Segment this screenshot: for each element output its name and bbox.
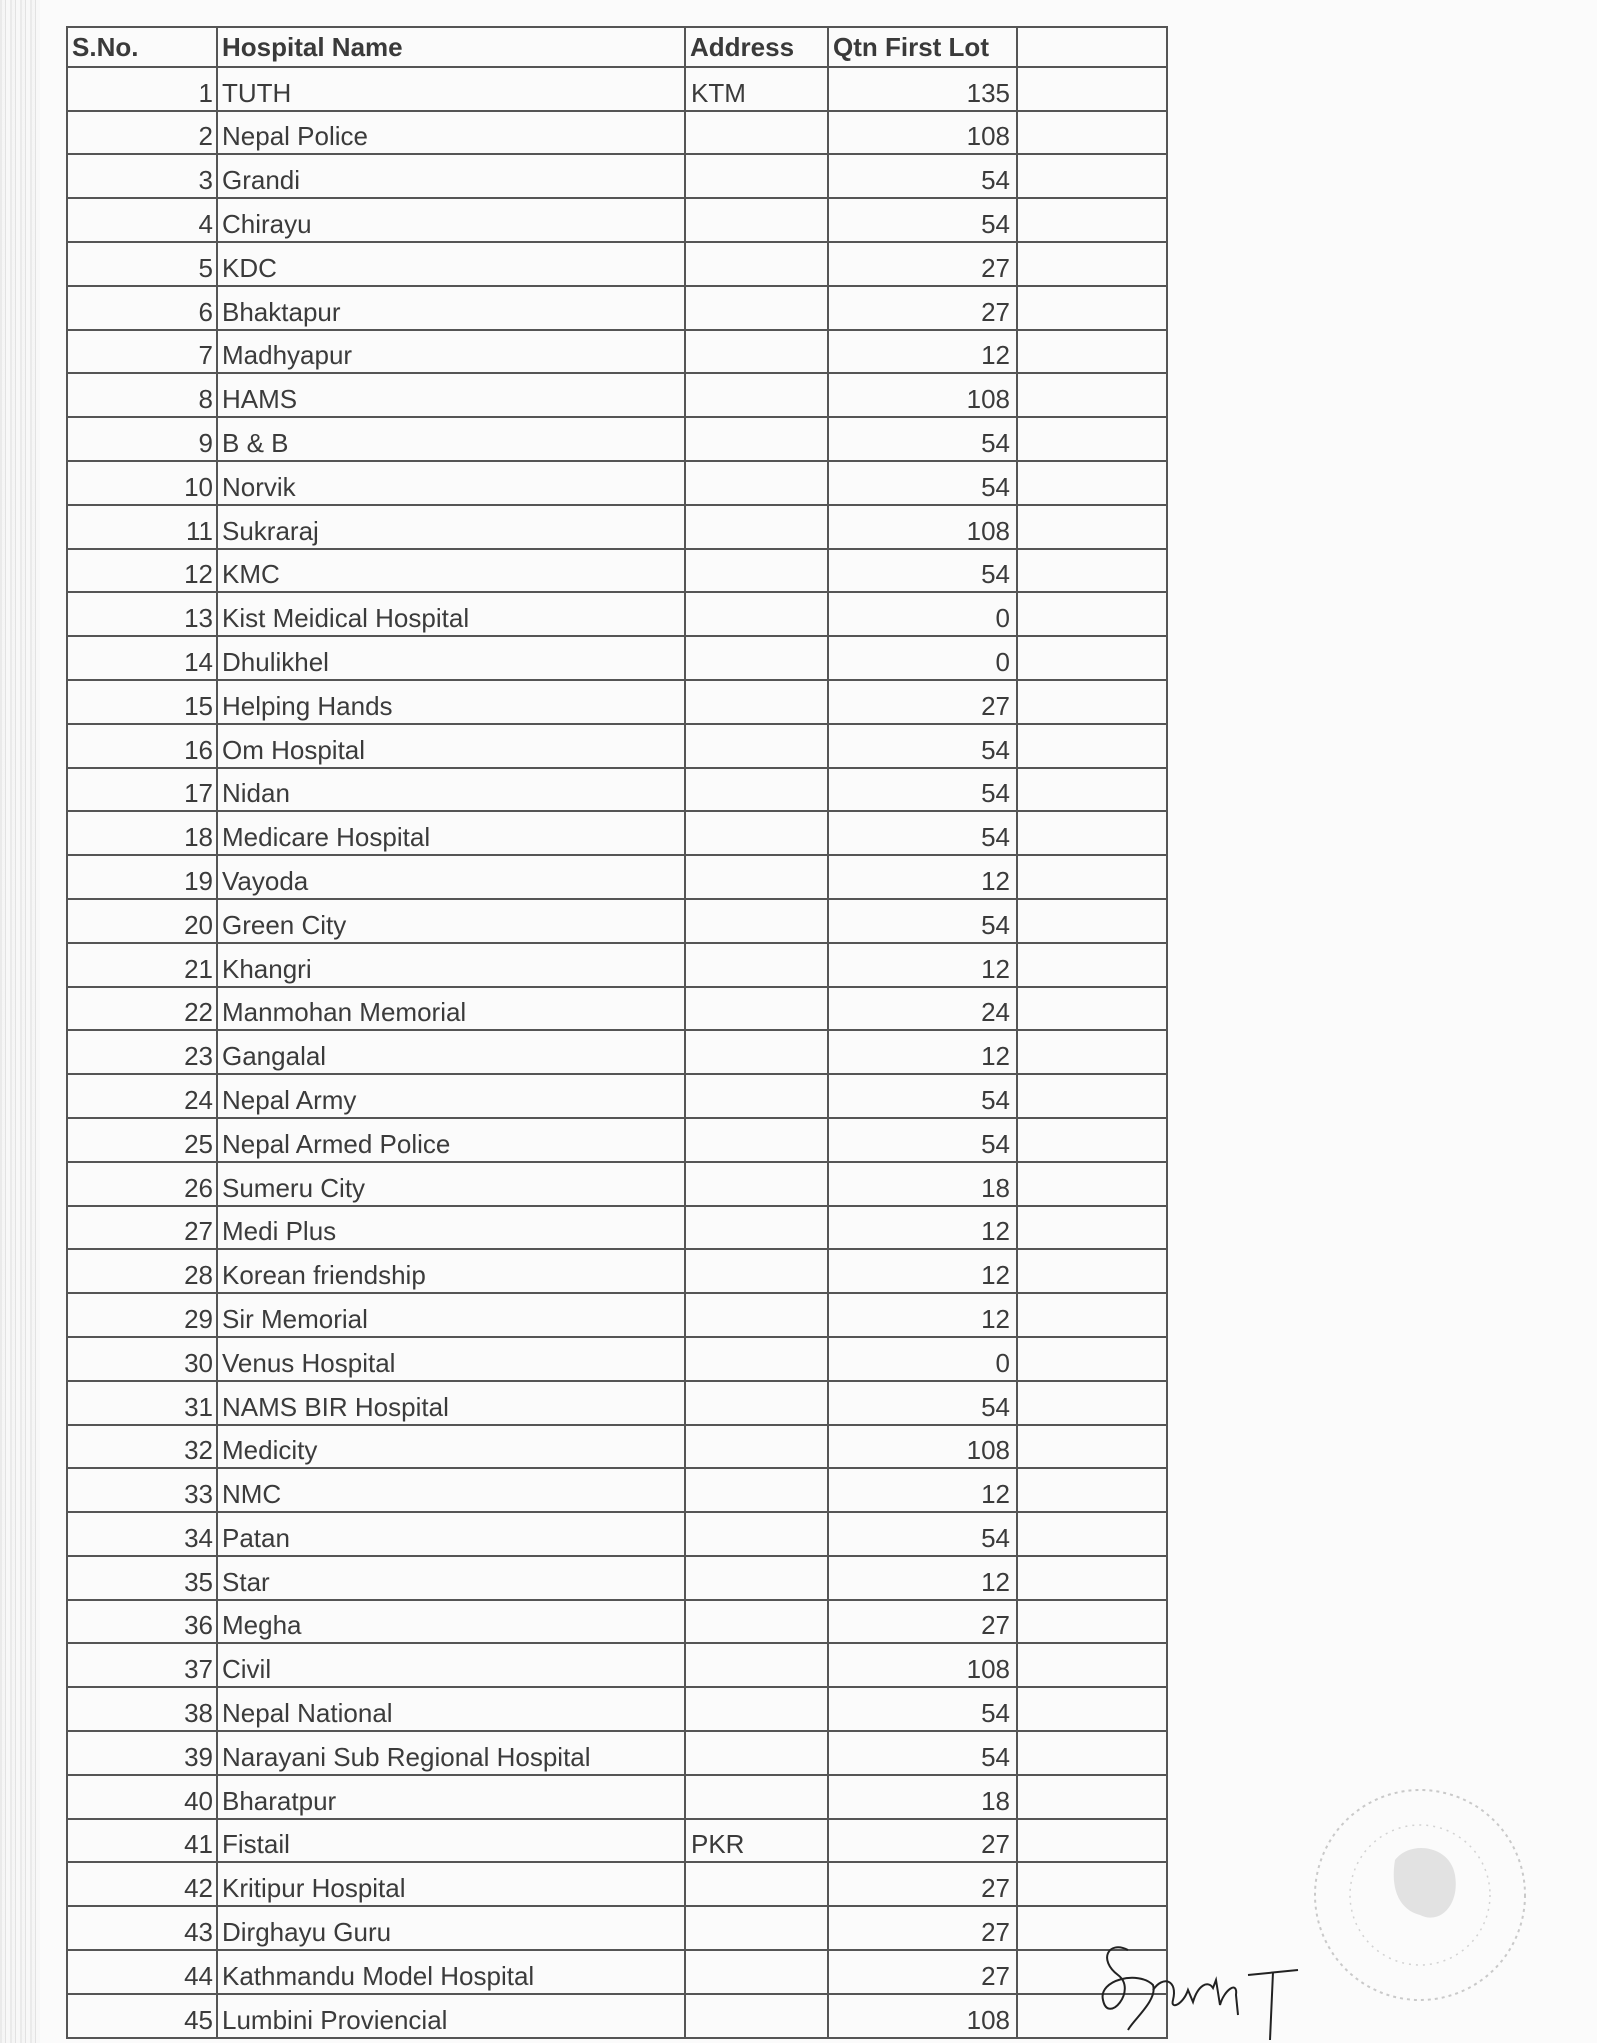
cell-blank [1017, 592, 1167, 636]
cell-qtn-first-lot: 18 [828, 1775, 1017, 1819]
cell-sno: 45 [67, 1994, 217, 2038]
cell-qtn-first-lot: 12 [828, 855, 1017, 899]
table-row [67, 1775, 1167, 1819]
table-row [67, 1381, 1167, 1425]
cell-sno: 43 [67, 1906, 217, 1950]
cell-qtn-first-lot: 27 [828, 1862, 1017, 1906]
table-row [67, 987, 1167, 1031]
cell-qtn-first-lot: 27 [828, 242, 1017, 286]
table-row [67, 417, 1167, 461]
cell-hospital-name: Bhaktapur [217, 286, 685, 330]
cell-address [685, 1162, 828, 1206]
cell-blank [1017, 987, 1167, 1031]
cell-address [685, 1994, 828, 2038]
cell-sno: 36 [67, 1600, 217, 1644]
allocation-table [66, 26, 1168, 2039]
cell-qtn-first-lot: 12 [828, 1030, 1017, 1074]
cell-blank [1017, 680, 1167, 724]
cell-qtn-first-lot: 54 [828, 1731, 1017, 1775]
cell-address [685, 1731, 828, 1775]
cell-address [685, 943, 828, 987]
cell-blank [1017, 461, 1167, 505]
cell-address [685, 198, 828, 242]
cell-hospital-name: Patan [217, 1512, 685, 1556]
cell-hospital-name: Sukraraj [217, 505, 685, 549]
scan-edge-noise [0, 0, 40, 2043]
table-row [67, 1425, 1167, 1469]
cell-hospital-name: Khangri [217, 943, 685, 987]
cell-hospital-name: Sumeru City [217, 1162, 685, 1206]
cell-hospital-name: Dhulikhel [217, 636, 685, 680]
cell-sno: 2 [67, 111, 217, 155]
table-row [67, 1118, 1167, 1162]
cell-blank [1017, 1731, 1167, 1775]
cell-address [685, 1906, 828, 1950]
cell-address [685, 724, 828, 768]
cell-qtn-first-lot: 27 [828, 680, 1017, 724]
table-row [67, 1030, 1167, 1074]
cell-sno: 14 [67, 636, 217, 680]
cell-sno: 12 [67, 549, 217, 593]
cell-blank [1017, 1862, 1167, 1906]
cell-hospital-name: Manmohan Memorial [217, 987, 685, 1031]
table-row [67, 549, 1167, 593]
table-row [67, 111, 1167, 155]
cell-address [685, 1381, 828, 1425]
cell-qtn-first-lot: 12 [828, 943, 1017, 987]
table-row [67, 1162, 1167, 1206]
cell-sno: 44 [67, 1950, 217, 1994]
cell-qtn-first-lot: 54 [828, 1687, 1017, 1731]
table-row [67, 680, 1167, 724]
cell-qtn-first-lot: 54 [828, 899, 1017, 943]
cell-hospital-name: Green City [217, 899, 685, 943]
cell-qtn-first-lot: 27 [828, 1819, 1017, 1863]
cell-blank [1017, 1643, 1167, 1687]
cell-address [685, 330, 828, 374]
cell-qtn-first-lot: 54 [828, 768, 1017, 812]
cell-sno: 25 [67, 1118, 217, 1162]
table-row [67, 1731, 1167, 1775]
table-row [67, 1906, 1167, 1950]
cell-sno: 13 [67, 592, 217, 636]
cell-qtn-first-lot: 54 [828, 1118, 1017, 1162]
cell-hospital-name: Korean friendship [217, 1249, 685, 1293]
cell-qtn-first-lot: 12 [828, 1468, 1017, 1512]
table-row [67, 943, 1167, 987]
cell-hospital-name: Chirayu [217, 198, 685, 242]
cell-sno: 24 [67, 1074, 217, 1118]
table-row [67, 855, 1167, 899]
cell-hospital-name: Grandi [217, 154, 685, 198]
cell-sno: 35 [67, 1556, 217, 1600]
cell-hospital-name: Dirghayu Guru [217, 1906, 685, 1950]
cell-hospital-name: Kist Meidical Hospital [217, 592, 685, 636]
cell-qtn-first-lot: 54 [828, 1512, 1017, 1556]
cell-blank [1017, 724, 1167, 768]
table-row [67, 154, 1167, 198]
cell-address [685, 680, 828, 724]
cell-blank [1017, 330, 1167, 374]
table-row [67, 1249, 1167, 1293]
table-row [67, 1687, 1167, 1731]
cell-blank [1017, 154, 1167, 198]
cell-address [685, 286, 828, 330]
cell-hospital-name: Nepal Army [217, 1074, 685, 1118]
cell-hospital-name: Civil [217, 1643, 685, 1687]
cell-qtn-first-lot: 54 [828, 198, 1017, 242]
cell-qtn-first-lot: 27 [828, 1950, 1017, 1994]
cell-blank [1017, 1118, 1167, 1162]
cell-blank [1017, 1687, 1167, 1731]
cell-sno: 17 [67, 768, 217, 812]
cell-blank [1017, 1512, 1167, 1556]
cell-sno: 4 [67, 198, 217, 242]
cell-qtn-first-lot: 54 [828, 1381, 1017, 1425]
table-row [67, 1643, 1167, 1687]
cell-hospital-name: B & B [217, 417, 685, 461]
table-row [67, 724, 1167, 768]
cell-blank [1017, 1556, 1167, 1600]
cell-hospital-name: Venus Hospital [217, 1337, 685, 1381]
cell-hospital-name: TUTH [217, 67, 685, 111]
cell-qtn-first-lot: 0 [828, 636, 1017, 680]
cell-qtn-first-lot: 54 [828, 417, 1017, 461]
cell-sno: 20 [67, 899, 217, 943]
cell-blank [1017, 1775, 1167, 1819]
cell-sno: 40 [67, 1775, 217, 1819]
cell-sno: 6 [67, 286, 217, 330]
cell-hospital-name: Kritipur Hospital [217, 1862, 685, 1906]
cell-address [685, 1556, 828, 1600]
cell-blank [1017, 549, 1167, 593]
cell-sno: 15 [67, 680, 217, 724]
cell-sno: 30 [67, 1337, 217, 1381]
cell-address [685, 987, 828, 1031]
table-body [67, 67, 1167, 2038]
table-row [67, 636, 1167, 680]
cell-sno: 8 [67, 373, 217, 417]
hospital-allocation-sheet [66, 26, 1166, 2039]
cell-qtn-first-lot: 12 [828, 330, 1017, 374]
table-row [67, 1468, 1167, 1512]
cell-address [685, 1950, 828, 1994]
cell-qtn-first-lot: 12 [828, 1249, 1017, 1293]
cell-sno: 37 [67, 1643, 217, 1687]
cell-blank [1017, 1468, 1167, 1512]
table-row [67, 1950, 1167, 1994]
cell-qtn-first-lot: 54 [828, 1074, 1017, 1118]
cell-hospital-name: Helping Hands [217, 680, 685, 724]
cell-hospital-name: HAMS [217, 373, 685, 417]
cell-blank [1017, 636, 1167, 680]
table-row [67, 1819, 1167, 1863]
cell-qtn-first-lot: 27 [828, 286, 1017, 330]
cell-qtn-first-lot: 135 [828, 67, 1017, 111]
table-row [67, 768, 1167, 812]
cell-sno: 9 [67, 417, 217, 461]
cell-qtn-first-lot: 12 [828, 1293, 1017, 1337]
cell-blank [1017, 1206, 1167, 1250]
cell-qtn-first-lot: 18 [828, 1162, 1017, 1206]
cell-address [685, 1074, 828, 1118]
table-row [67, 198, 1167, 242]
cell-address [685, 899, 828, 943]
cell-hospital-name: KDC [217, 242, 685, 286]
column-header-sno: S.No. [67, 27, 217, 67]
cell-address [685, 154, 828, 198]
cell-address: PKR [685, 1819, 828, 1863]
cell-address [685, 1206, 828, 1250]
cell-qtn-first-lot: 12 [828, 1556, 1017, 1600]
cell-blank [1017, 1293, 1167, 1337]
cell-blank [1017, 855, 1167, 899]
cell-sno: 1 [67, 67, 217, 111]
cell-address [685, 1687, 828, 1731]
cell-address [685, 768, 828, 812]
cell-blank [1017, 111, 1167, 155]
table-row [67, 461, 1167, 505]
table-header-row [67, 27, 1167, 67]
cell-hospital-name: NAMS BIR Hospital [217, 1381, 685, 1425]
cell-blank [1017, 1381, 1167, 1425]
cell-hospital-name: NMC [217, 1468, 685, 1512]
cell-address: KTM [685, 67, 828, 111]
cell-sno: 11 [67, 505, 217, 549]
cell-address [685, 1600, 828, 1644]
cell-address [685, 461, 828, 505]
table-row [67, 899, 1167, 943]
cell-qtn-first-lot: 54 [828, 549, 1017, 593]
cell-hospital-name: Madhyapur [217, 330, 685, 374]
column-header-blank [1017, 27, 1167, 67]
table-row [67, 67, 1167, 111]
column-header-address: Address [685, 27, 828, 67]
table-row [67, 1862, 1167, 1906]
cell-hospital-name: Vayoda [217, 855, 685, 899]
cell-hospital-name: Sir Memorial [217, 1293, 685, 1337]
cell-address [685, 1425, 828, 1469]
table-row [67, 1337, 1167, 1381]
cell-blank [1017, 198, 1167, 242]
cell-sno: 31 [67, 1381, 217, 1425]
cell-hospital-name: Nepal National [217, 1687, 685, 1731]
cell-sno: 33 [67, 1468, 217, 1512]
table-row [67, 1206, 1167, 1250]
cell-sno: 10 [67, 461, 217, 505]
table-row [67, 1556, 1167, 1600]
cell-address [685, 1337, 828, 1381]
cell-blank [1017, 1337, 1167, 1381]
cell-sno: 39 [67, 1731, 217, 1775]
cell-blank [1017, 1249, 1167, 1293]
cell-blank [1017, 373, 1167, 417]
cell-sno: 27 [67, 1206, 217, 1250]
cell-address [685, 1249, 828, 1293]
cell-address [685, 1512, 828, 1556]
cell-address [685, 1293, 828, 1337]
cell-address [685, 1643, 828, 1687]
cell-blank [1017, 1074, 1167, 1118]
cell-hospital-name: Fistail [217, 1819, 685, 1863]
column-header-qtn-first-lot: Qtn First Lot [828, 27, 1017, 67]
cell-blank [1017, 505, 1167, 549]
cell-sno: 5 [67, 242, 217, 286]
cell-qtn-first-lot: 24 [828, 987, 1017, 1031]
cell-sno: 26 [67, 1162, 217, 1206]
cell-hospital-name: Megha [217, 1600, 685, 1644]
cell-hospital-name: Medicare Hospital [217, 811, 685, 855]
cell-blank [1017, 417, 1167, 461]
cell-hospital-name: Narayani Sub Regional Hospital [217, 1731, 685, 1775]
cell-qtn-first-lot: 108 [828, 111, 1017, 155]
cell-qtn-first-lot: 108 [828, 373, 1017, 417]
cell-blank [1017, 943, 1167, 987]
cell-address [685, 242, 828, 286]
cell-qtn-first-lot: 108 [828, 1425, 1017, 1469]
cell-sno: 21 [67, 943, 217, 987]
cell-blank [1017, 1819, 1167, 1863]
table-row [67, 1074, 1167, 1118]
cell-qtn-first-lot: 12 [828, 1206, 1017, 1250]
cell-blank [1017, 1600, 1167, 1644]
cell-blank [1017, 286, 1167, 330]
cell-sno: 18 [67, 811, 217, 855]
cell-qtn-first-lot: 0 [828, 1337, 1017, 1381]
cell-qtn-first-lot: 27 [828, 1600, 1017, 1644]
cell-address [685, 111, 828, 155]
cell-sno: 29 [67, 1293, 217, 1337]
cell-address [685, 855, 828, 899]
table-row [67, 592, 1167, 636]
cell-address [685, 636, 828, 680]
table-row [67, 242, 1167, 286]
cell-address [685, 505, 828, 549]
cell-address [685, 417, 828, 461]
table-row [67, 505, 1167, 549]
cell-address [685, 549, 828, 593]
table-row [67, 811, 1167, 855]
table-row [67, 373, 1167, 417]
cell-address [685, 1030, 828, 1074]
cell-hospital-name: Norvik [217, 461, 685, 505]
cell-address [685, 1118, 828, 1162]
cell-address [685, 373, 828, 417]
cell-address [685, 592, 828, 636]
cell-hospital-name: Nidan [217, 768, 685, 812]
cell-blank [1017, 1425, 1167, 1469]
cell-sno: 16 [67, 724, 217, 768]
cell-hospital-name: Medi Plus [217, 1206, 685, 1250]
cell-blank [1017, 899, 1167, 943]
cell-hospital-name: Om Hospital [217, 724, 685, 768]
cell-sno: 38 [67, 1687, 217, 1731]
cell-sno: 42 [67, 1862, 217, 1906]
table-row [67, 1293, 1167, 1337]
cell-blank [1017, 242, 1167, 286]
cell-qtn-first-lot: 108 [828, 1643, 1017, 1687]
cell-hospital-name: Bharatpur [217, 1775, 685, 1819]
cell-blank [1017, 768, 1167, 812]
cell-address [685, 1468, 828, 1512]
cell-hospital-name: Kathmandu Model Hospital [217, 1950, 685, 1994]
table-row [67, 1512, 1167, 1556]
cell-qtn-first-lot: 108 [828, 1994, 1017, 2038]
cell-hospital-name: Star [217, 1556, 685, 1600]
cell-qtn-first-lot: 54 [828, 724, 1017, 768]
cell-qtn-first-lot: 54 [828, 461, 1017, 505]
cell-address [685, 811, 828, 855]
cell-hospital-name: Medicity [217, 1425, 685, 1469]
cell-sno: 41 [67, 1819, 217, 1863]
cell-blank [1017, 1162, 1167, 1206]
cell-address [685, 1775, 828, 1819]
table-row [67, 286, 1167, 330]
cell-sno: 22 [67, 987, 217, 1031]
cell-hospital-name: Lumbini Proviencial [217, 1994, 685, 2038]
cell-qtn-first-lot: 0 [828, 592, 1017, 636]
cell-sno: 3 [67, 154, 217, 198]
cell-qtn-first-lot: 108 [828, 505, 1017, 549]
cell-sno: 34 [67, 1512, 217, 1556]
cell-sno: 19 [67, 855, 217, 899]
cell-qtn-first-lot: 54 [828, 154, 1017, 198]
cell-blank [1017, 811, 1167, 855]
cell-sno: 32 [67, 1425, 217, 1469]
cell-sno: 23 [67, 1030, 217, 1074]
company-stamp-icon [1300, 1775, 1540, 2015]
cell-qtn-first-lot: 54 [828, 811, 1017, 855]
cell-hospital-name: Nepal Police [217, 111, 685, 155]
table-row [67, 1600, 1167, 1644]
table-row [67, 330, 1167, 374]
column-header-hospital-name: Hospital Name [217, 27, 685, 67]
cell-sno: 7 [67, 330, 217, 374]
cell-blank [1017, 67, 1167, 111]
cell-hospital-name: KMC [217, 549, 685, 593]
table-row [67, 1994, 1167, 2038]
cell-sno: 28 [67, 1249, 217, 1293]
cell-hospital-name: Nepal Armed Police [217, 1118, 685, 1162]
cell-hospital-name: Gangalal [217, 1030, 685, 1074]
cell-blank [1017, 1030, 1167, 1074]
cell-address [685, 1862, 828, 1906]
cell-qtn-first-lot: 27 [828, 1906, 1017, 1950]
